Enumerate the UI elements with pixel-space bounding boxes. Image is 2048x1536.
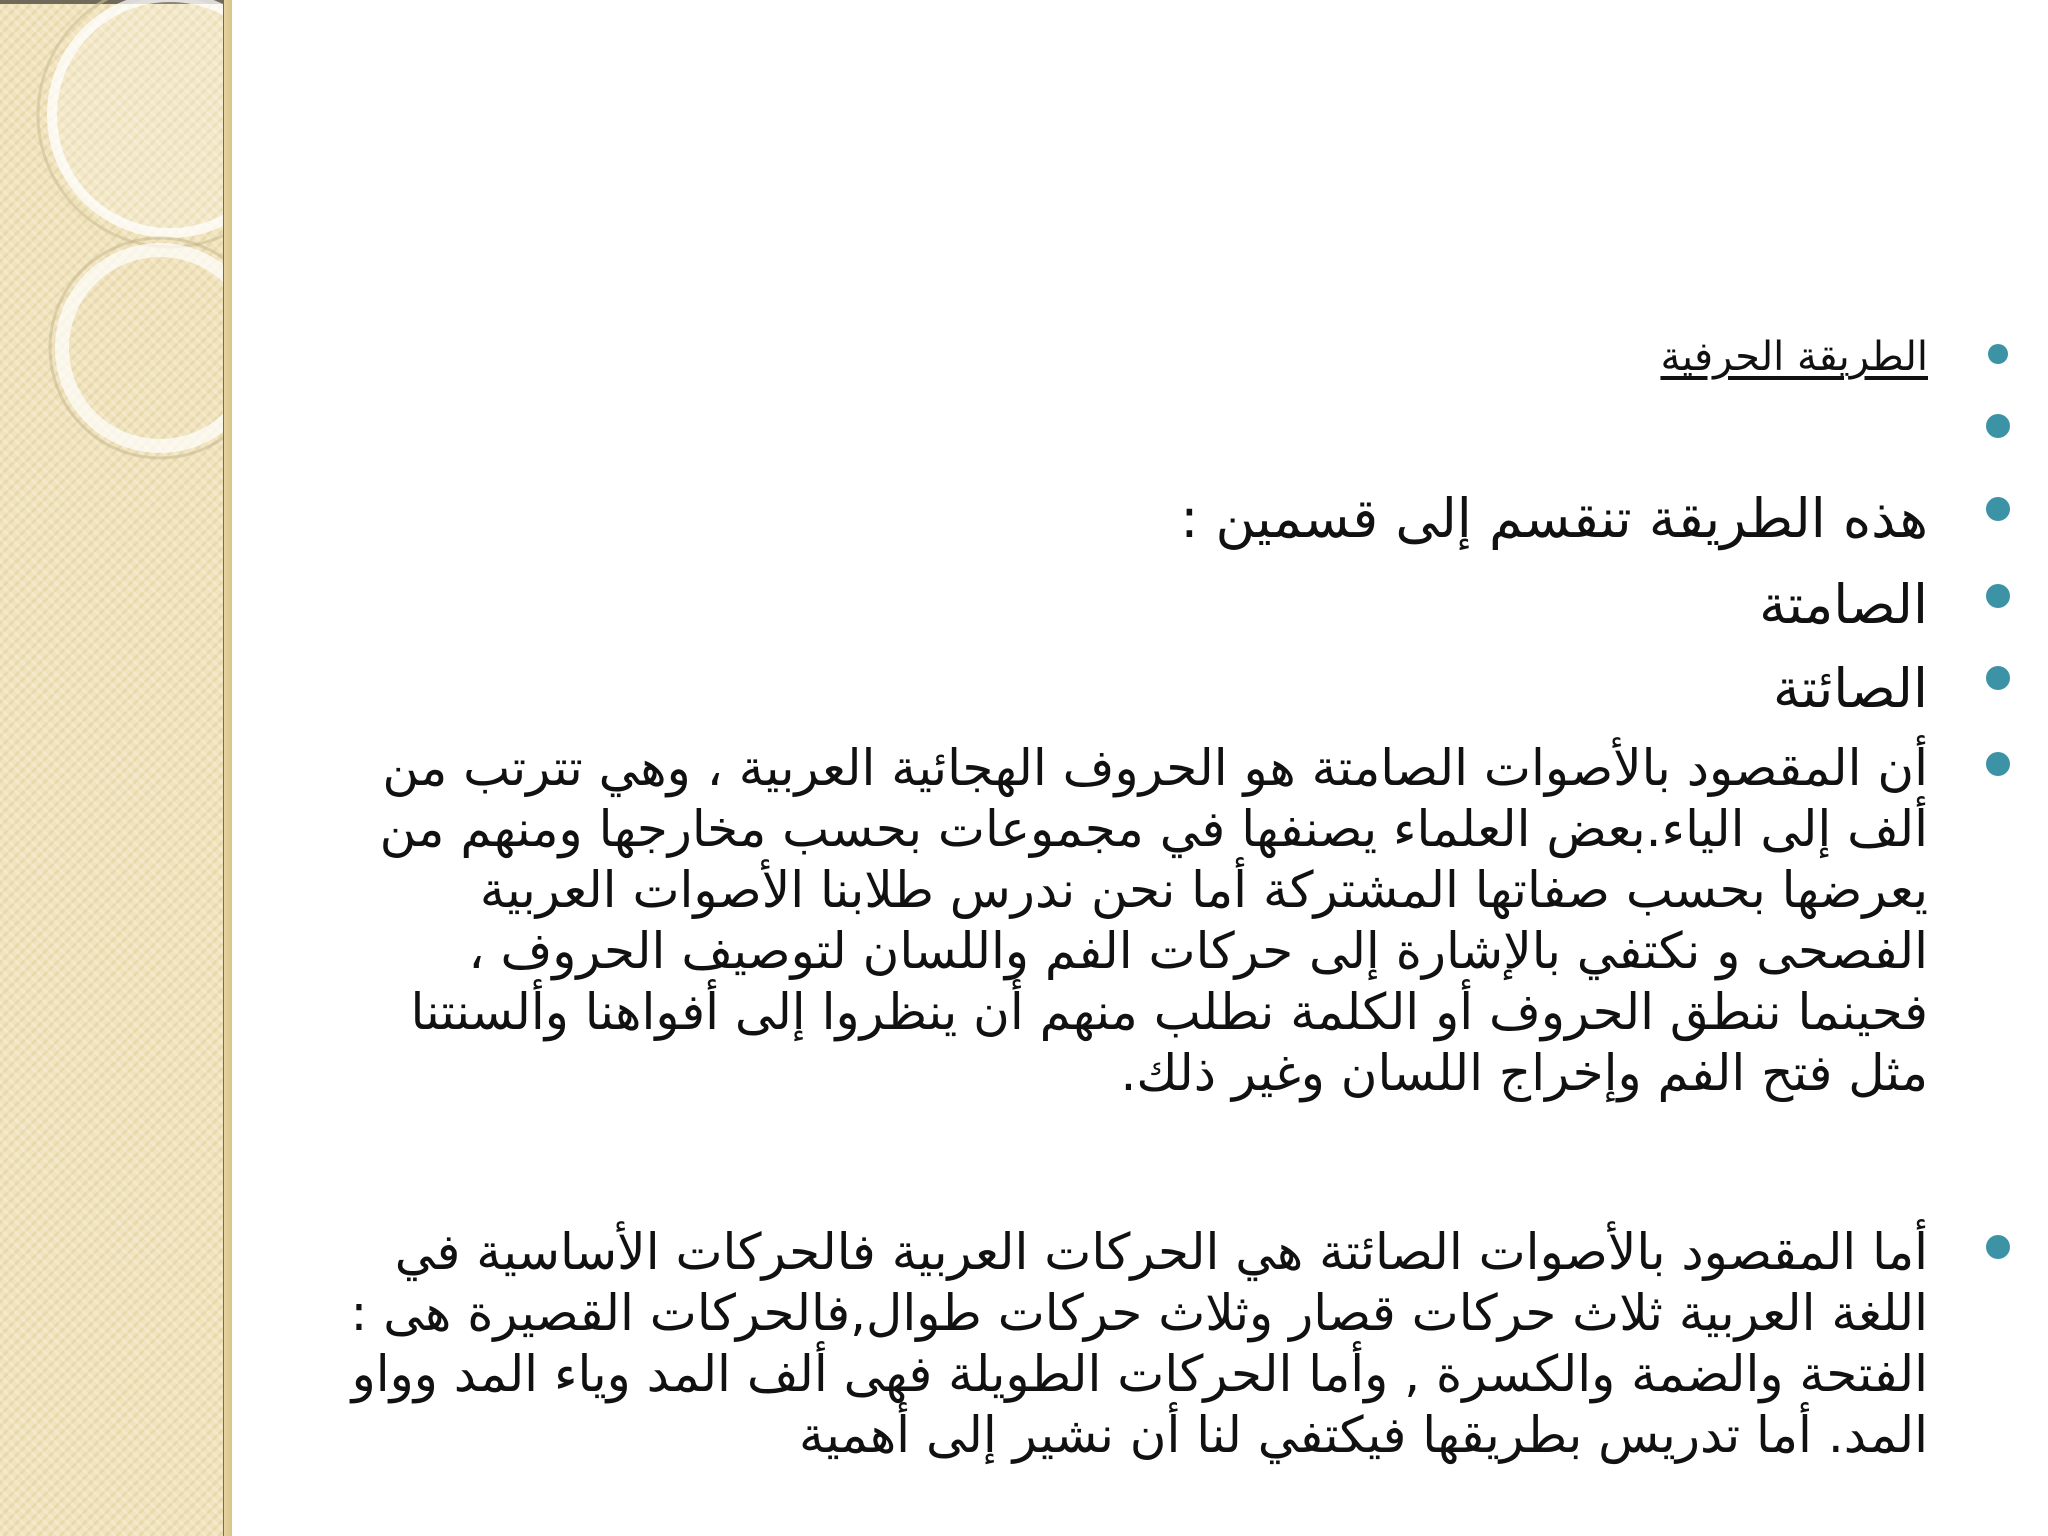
bullet-dot (1986, 666, 2010, 690)
intro-line: هذه الطريقة تنقسم إلى قسمين : (1180, 487, 1928, 550)
list-item-vowels: الصائتة (1772, 657, 1928, 720)
paragraph-consonants: أن المقصود بالأصوات الصامتة هو الحروف الهجائية العربية ، وهي تترتب من ألف إلى الياء.بعض العلماء يصنفها في مجموعات بحسب مخارجها ومنهم من يعرضها بحسب صفاتها المشتركة أما نحن ندرس طلابنا الأصوات العربية الفصحى و نكتفي بالإشارة إلى حركات الفم واللسان لتوصيف الحروف ، فحينما ننطق الحروف أو الكلمة نطلب منهم أن ينظروا إلى أفواهنا وألسنتنا مثل فتح الفم وإخراج اللسان وغير ذلك. (379, 739, 1928, 1102)
bullet-dot (1986, 752, 2010, 776)
bullet-dot (1986, 414, 2010, 438)
slide-heading: الطريقة الحرفية (1660, 334, 1928, 380)
list-item-consonants: الصامتة (1759, 573, 1928, 636)
bullet-dot (1988, 344, 2008, 364)
bullet-dot (1986, 584, 2010, 608)
decorative-side-strip (0, 0, 232, 1536)
strip-edge (224, 0, 232, 1536)
decorative-rings (0, 0, 232, 1536)
bullet-dot (1986, 497, 2010, 521)
paragraph-vowels: أما المقصود بالأصوات الصائتة هي الحركات العربية فالحركات الأساسية في اللغة العربية ثلاث حركات قصار وثلاث حركات طوال,فالحركات القصيرة هى : الفتحة والضمة والكسرة , وأما الحركات الطويلة فهى ألف المد وياء المد وواو المد. أما تدريس بطريقها فيكتفي لنا أن نشير إلى أهمية (350, 1223, 1928, 1464)
bullet-dot (1986, 1235, 2010, 1259)
